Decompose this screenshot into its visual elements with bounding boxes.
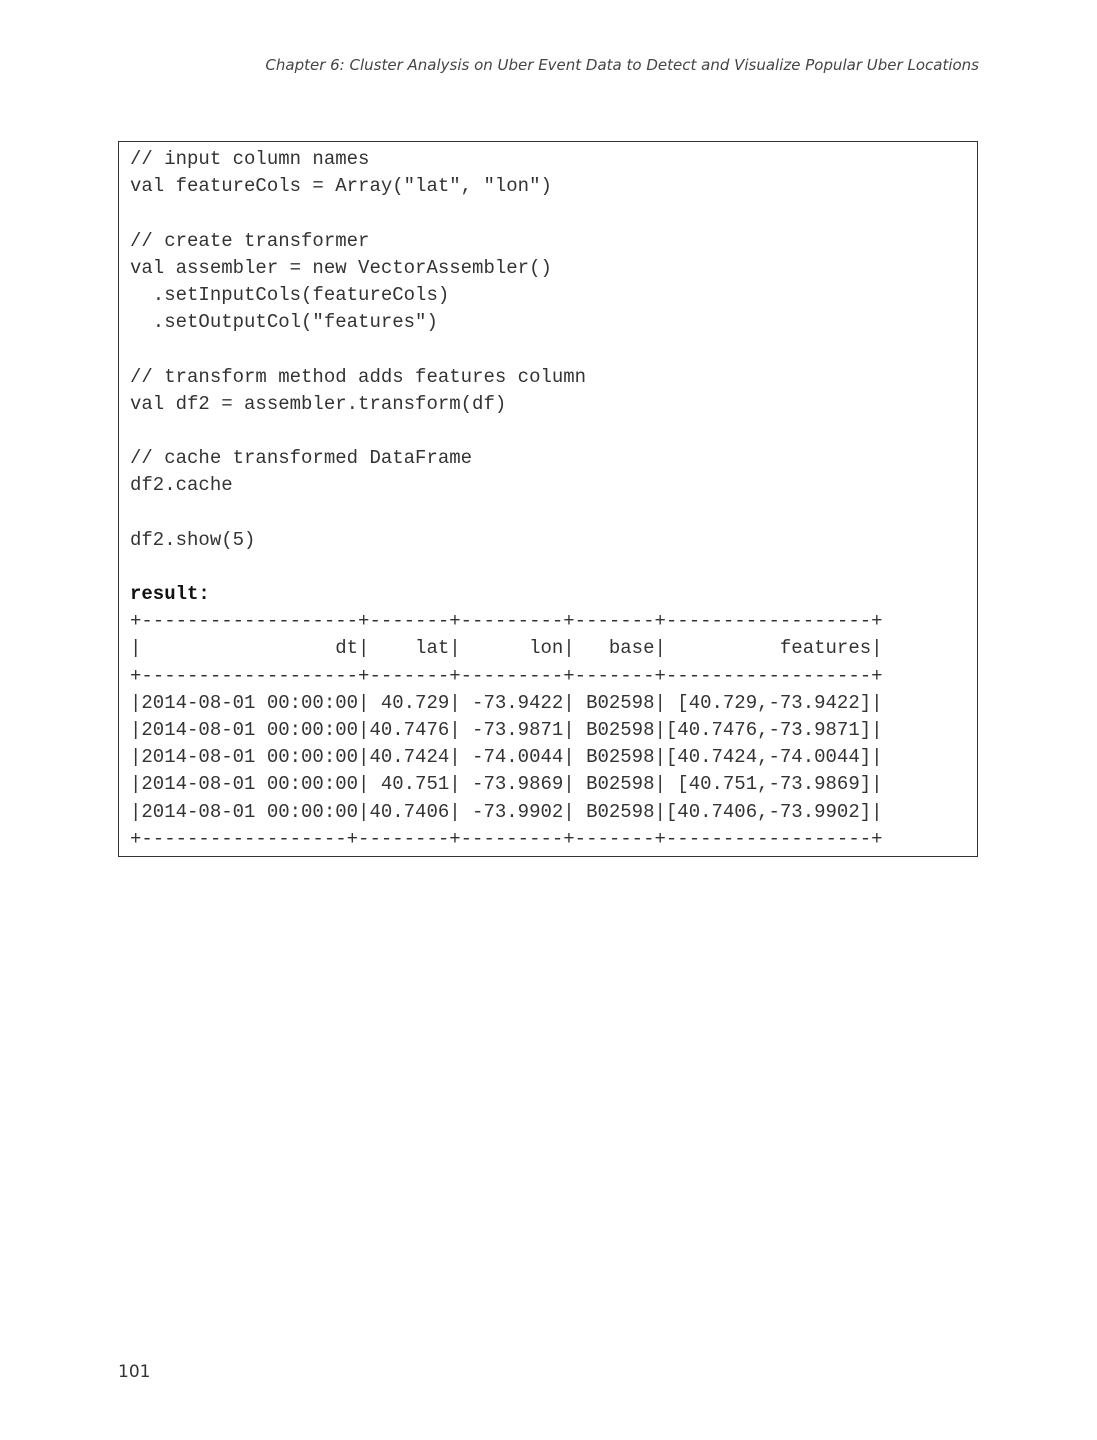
code-line: df2.cache (130, 474, 233, 497)
code-line (130, 200, 977, 227)
code-line (130, 418, 977, 445)
code-line: // transform method adds features column (130, 365, 587, 388)
code-line: .setInputCols(featureCols) (130, 283, 450, 306)
code-line: val df2 = assembler.transform(df) (130, 392, 507, 415)
running-header: Chapter 6: Cluster Analysis on Uber Event Data to Detect and Visualize Popular Uber Locations (265, 56, 979, 74)
output-line: |2014-08-01 00:00:00|40.7406| -73.9902| B02598|[40.7406,-73.9902]| (130, 800, 883, 823)
code-block (118, 141, 978, 857)
output-line: | dt| lat| lon| base| features| (130, 637, 883, 660)
output-line: +------------------+--------+---------+-------+------------------+ (130, 827, 883, 850)
page-number: 101 (118, 1362, 151, 1382)
code-line: // create transformer (130, 229, 370, 252)
code-line: val featureCols = Array("lat", "lon") (130, 175, 552, 198)
code-line: // input column names (130, 148, 370, 170)
output-line: |2014-08-01 00:00:00|40.7424| -74.0044| B02598|[40.7424,-74.0044]| (130, 746, 883, 769)
code-line: // cache transformed DataFrame (130, 447, 473, 470)
code-line (130, 554, 977, 581)
code-line: val assembler = new VectorAssembler() (130, 256, 552, 279)
code-line (130, 336, 977, 363)
code-line (130, 499, 977, 526)
code-line: .setOutputCol("features") (130, 311, 438, 334)
output-line: +-------------------+-------+---------+-------+------------------+ (130, 610, 883, 633)
result-label: result: (130, 583, 210, 605)
output-line: |2014-08-01 00:00:00| 40.729| -73.9422| B02598| [40.729,-73.9422]| (130, 691, 883, 714)
output-line: |2014-08-01 00:00:00| 40.751| -73.9869| B02598| [40.751,-73.9869]| (130, 773, 883, 796)
code-line: df2.show(5) (130, 528, 256, 551)
output-line: |2014-08-01 00:00:00|40.7476| -73.9871| B02598|[40.7476,-73.9871]| (130, 718, 883, 741)
output-line: +-------------------+-------+---------+-------+------------------+ (130, 664, 883, 687)
